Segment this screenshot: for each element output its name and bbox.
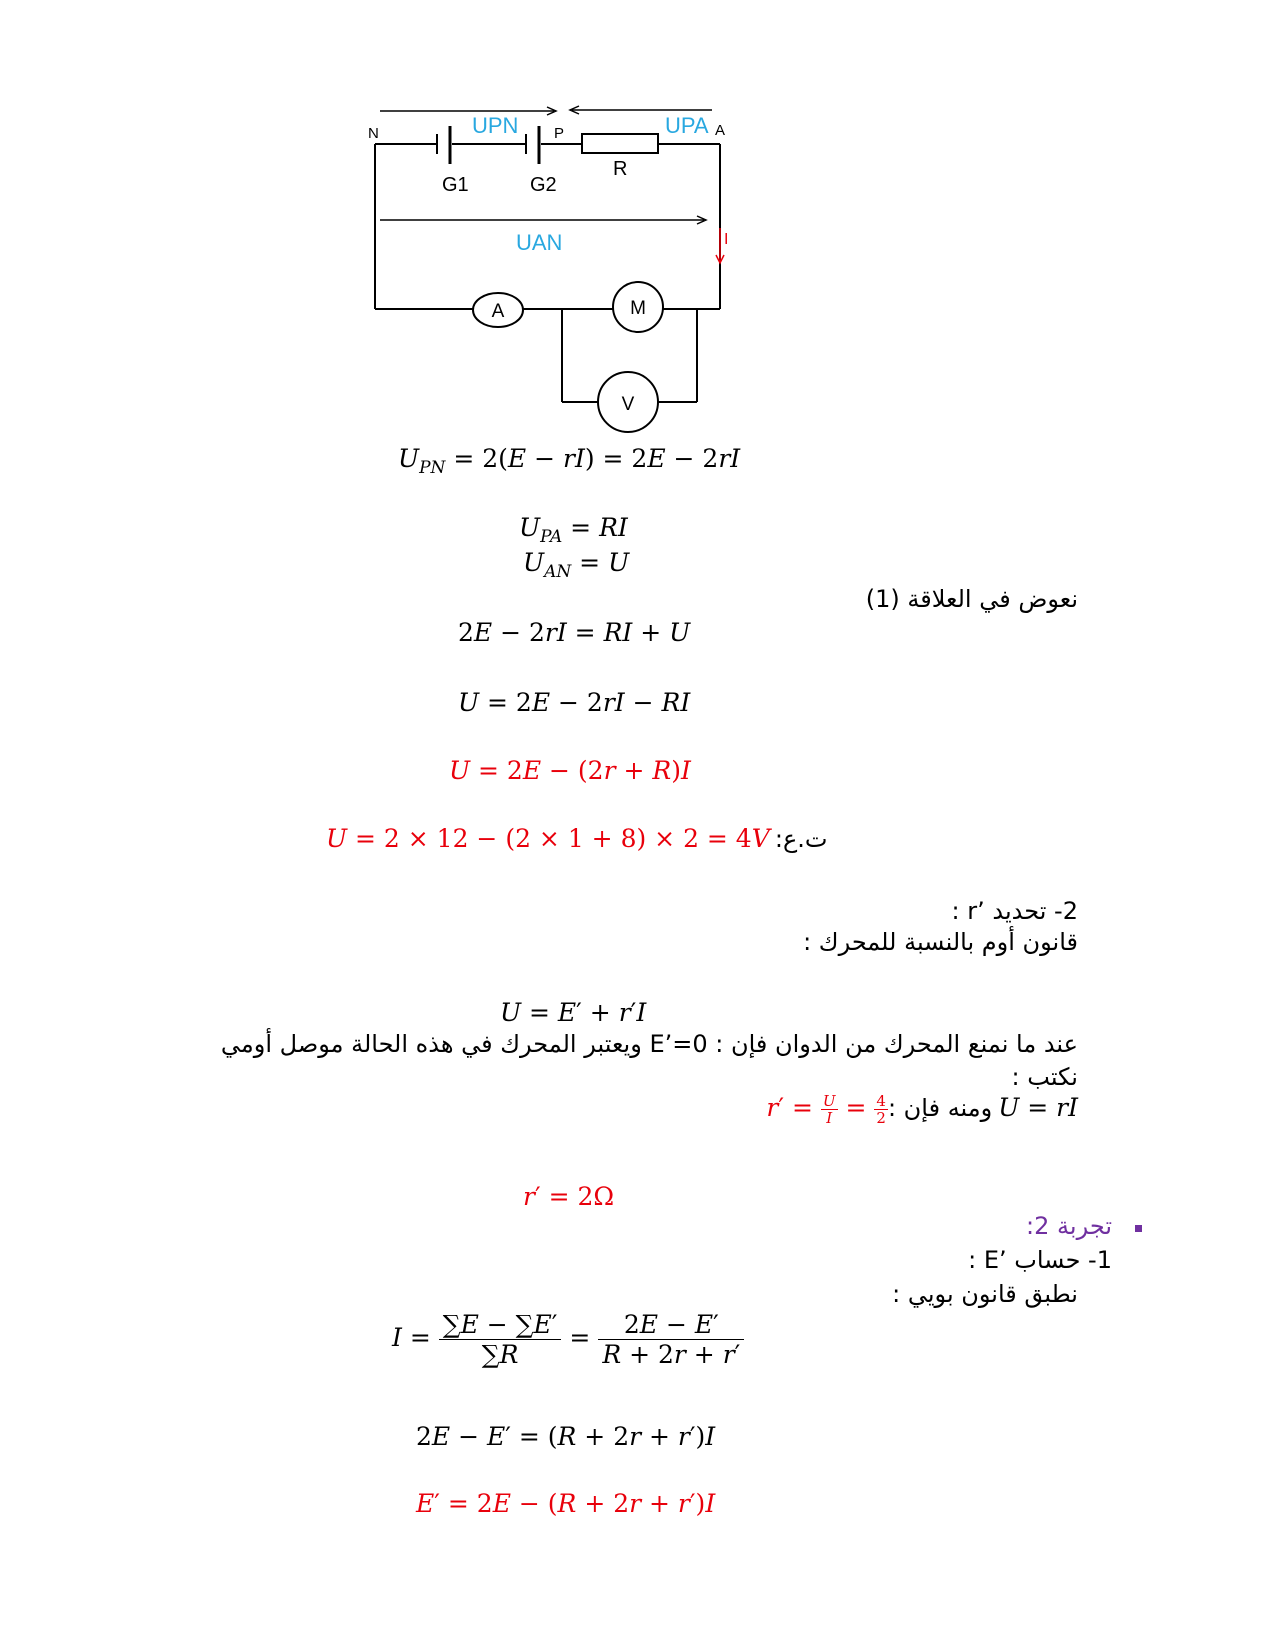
node-p-label: P — [554, 125, 565, 142]
equation-pouillet: I = $\frac{\sum E - \sum E'}{\sum R}$ = $\frac{2E - E'}{R + 2r + r'}$ — [392, 1310, 744, 1369]
numeric-line — [326, 824, 828, 853]
equation-u-ri: U = rI — [998, 1093, 1078, 1122]
section2-title: 2- تحديد ’r : — [951, 897, 1078, 925]
we-write-text: نكتب : — [1011, 1063, 1078, 1091]
node-n-label: N — [368, 125, 379, 142]
ammeter-label: A — [491, 301, 505, 322]
equation-motor-ohm: U = E′ + r′I — [500, 998, 647, 1027]
equation-e-prime-result: E′ = 2E − (R + 2r + r′)I — [416, 1489, 716, 1518]
upa-label: UPA — [665, 113, 709, 138]
resistor-label: R — [613, 158, 628, 180]
calc-e-prime-title: 1- حساب ’E : — [968, 1246, 1112, 1274]
equation-substituted: 2E − 2rI = RI + U — [458, 618, 691, 647]
hence-label: ومنه فإن : — [887, 1094, 993, 1122]
ohm-motor-text: قانون أوم بالنسبة للمحرك : — [803, 928, 1078, 956]
pouillet-text: نطبق قانون بويي : — [892, 1280, 1078, 1308]
uan-label: UAN — [516, 230, 563, 255]
motor-label: M — [630, 298, 646, 319]
g2-label: G2 — [530, 174, 557, 196]
equation-upa: $U_{PA}$ = RI — [519, 513, 628, 547]
equation-e-prime-expanded: 2E − E′ = (R + 2r + r′)I — [416, 1422, 716, 1451]
node-a-label: A — [715, 122, 726, 139]
equation-r-prime-result: r′ = 2Ω — [523, 1182, 615, 1211]
voltmeter-label: V — [621, 394, 635, 415]
equation-uan: $U_{AN} = U$ — [523, 548, 630, 582]
upn-label: UPN — [472, 113, 519, 138]
equation-u-numeric: U = 2 × 12 − (2 × 1 + 8) × 2 = 4V — [326, 824, 770, 853]
experiment2-title: تجربة 2: — [1026, 1212, 1112, 1240]
substitute-text: نعوض في العلاقة (1) — [865, 585, 1078, 613]
g1-label: G1 — [442, 174, 469, 196]
equation-u-expanded: U = 2E − 2rI − RI — [458, 688, 691, 717]
current-label: I — [724, 231, 729, 248]
r-prime-line — [766, 1093, 1078, 1126]
bullet-icon — [1135, 1225, 1142, 1232]
numeric-app-label: ت.ع: — [774, 825, 828, 853]
equation-u-result: U = 2E − (2r + R)I — [449, 756, 691, 785]
blocked-motor-text: عند ما نمنع المحرك من الدوان فإن : E’=0 ويعتبر المحرك في هذه الحالة موصل أومي — [220, 1030, 1078, 1058]
circuit-diagram — [0, 0, 1275, 450]
equation-r-prime-fraction: r′ = $\frac{U}{I}$ = $\frac{4}{2}$ — [766, 1092, 886, 1127]
equation-upn: $U_{PN} = 2(E - rI) = 2E - 2rI$ — [398, 444, 741, 478]
